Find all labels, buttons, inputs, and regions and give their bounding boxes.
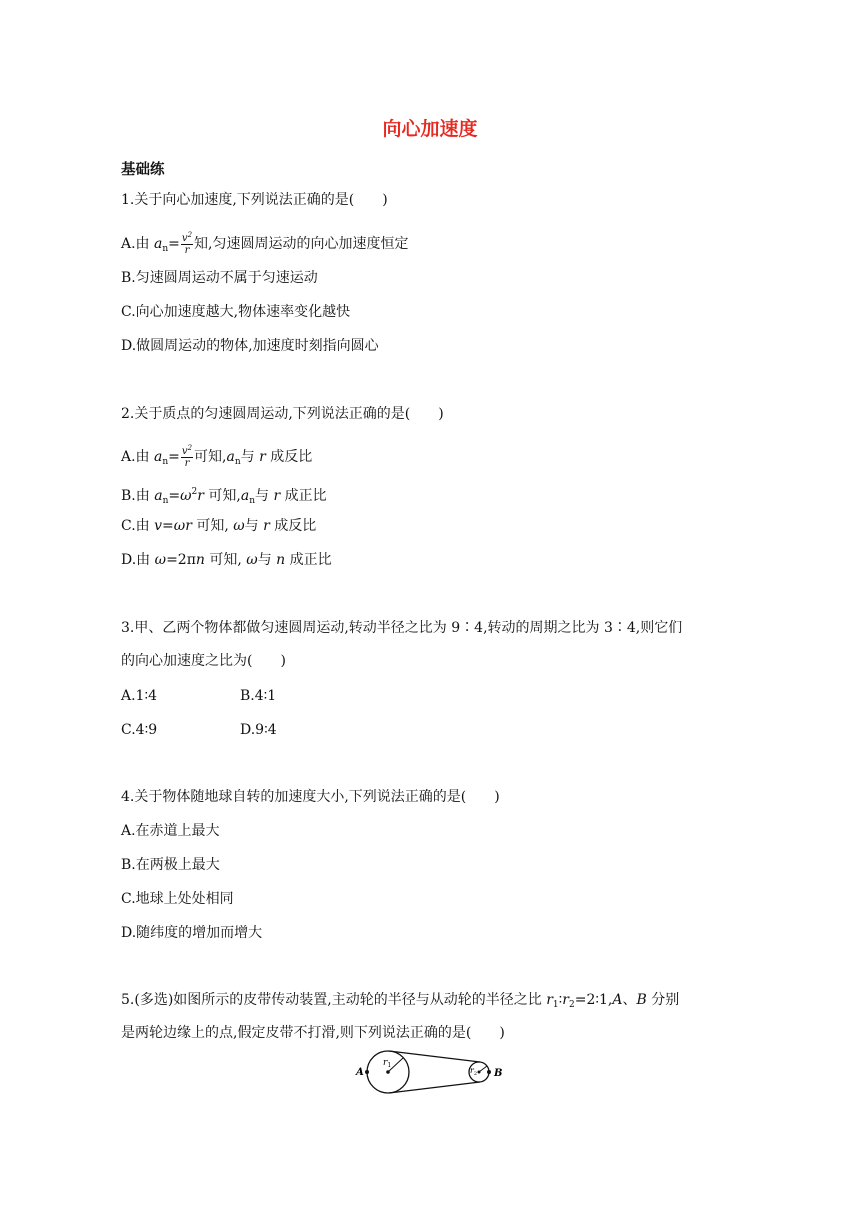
var-a: a (154, 236, 163, 252)
question-4-option-a[interactable]: A.在赤道上最大 (121, 823, 220, 839)
r2-label: $r_2$ (470, 1066, 478, 1077)
point-b-dot (487, 1070, 491, 1074)
question-4-option-d[interactable]: D.随纬度的增加而增大 (121, 925, 263, 941)
option-label: A.由 (121, 236, 150, 252)
point-a-dot (365, 1070, 369, 1074)
question-2-option-b[interactable]: B.由 $a_n=\omega^2r$ 可知$,a_n$与 r 成正比 (121, 487, 327, 506)
question-2-stem: 2.关于质点的匀速圆周运动,下列说法正确的是( ) (121, 406, 444, 422)
question-3-option-c[interactable]: C.4∶9 (121, 722, 158, 738)
fraction-v2-over-r: $\frac{v^2}{r}$ (181, 231, 193, 256)
option-text: 知,匀速圆周运动的向心加速度恒定 (194, 236, 409, 252)
point-b-label: B (494, 1068, 503, 1079)
driver-center-dot (386, 1070, 390, 1074)
question-5-stem-line2: 是两轮边缘上的点,假定皮带不打滑,则下列说法正确的是( ) (121, 1025, 505, 1041)
question-3-stem-line2: 的向心加速度之比为( ) (121, 653, 286, 669)
question-1-option-b[interactable]: B.匀速圆周运动不属于匀速运动 (121, 270, 318, 286)
r1-label: $r_1$ (383, 1058, 392, 1069)
question-1-option-d[interactable]: D.做圆周运动的物体,加速度时刻指向圆心 (121, 338, 379, 354)
question-2-option-d[interactable]: D.由 ω=2πn 可知, ω与 n 成正比 (121, 552, 332, 568)
point-a-label: A (356, 1067, 364, 1078)
question-3-stem-line1: 3.甲、乙两个物体都做匀速圆周运动,转动半径之比为 9∶4,转动的周期之比为 3∶4,则它们 (121, 620, 683, 636)
question-5-stem-line1: 5.(多选)如图所示的皮带传动装置,主动轮的半径与从动轮的半径之比 $r_1∶r_2=2∶1,A$、B 分别 (121, 992, 680, 1010)
question-3-option-d[interactable]: D.9∶4 (240, 722, 277, 738)
question-1-option-c[interactable]: C.向心加速度越大,物体速率变化越快 (121, 304, 351, 320)
question-1-option-a[interactable]: A.由 $a_n=$ $\frac{v^2}{r}$ 知,匀速圆周运动的向心加速度恒定 (121, 231, 409, 256)
page-title: 向心加速度 (382, 118, 478, 140)
belt-drive-diagram (354, 1048, 514, 1096)
question-3-option-b[interactable]: B.4∶1 (240, 688, 277, 704)
question-2-option-a[interactable]: A.由 $a_n=$ $\frac{v^2}{r}$ 可知$,a_n$与 r 成反比 (121, 444, 313, 469)
section-heading: 基础练 (121, 162, 165, 178)
driven-center-dot (478, 1071, 481, 1074)
question-4-stem: 4.关于物体随地球自转的加速度大小,下列说法正确的是( ) (121, 789, 500, 805)
fraction-v2-over-r: $\frac{v^2}{r}$ (181, 444, 193, 469)
radius-r2-line (479, 1066, 487, 1072)
question-3-option-a[interactable]: A.1∶4 (121, 688, 158, 704)
question-1-stem: 1.关于向心加速度,下列说法正确的是( ) (121, 192, 388, 208)
question-2-option-c[interactable]: C.由 v=ωr 可知, ω与 r 成反比 (121, 518, 317, 534)
question-4-option-c[interactable]: C.地球上处处相同 (121, 891, 234, 907)
question-4-option-b[interactable]: B.在两极上最大 (121, 857, 220, 873)
